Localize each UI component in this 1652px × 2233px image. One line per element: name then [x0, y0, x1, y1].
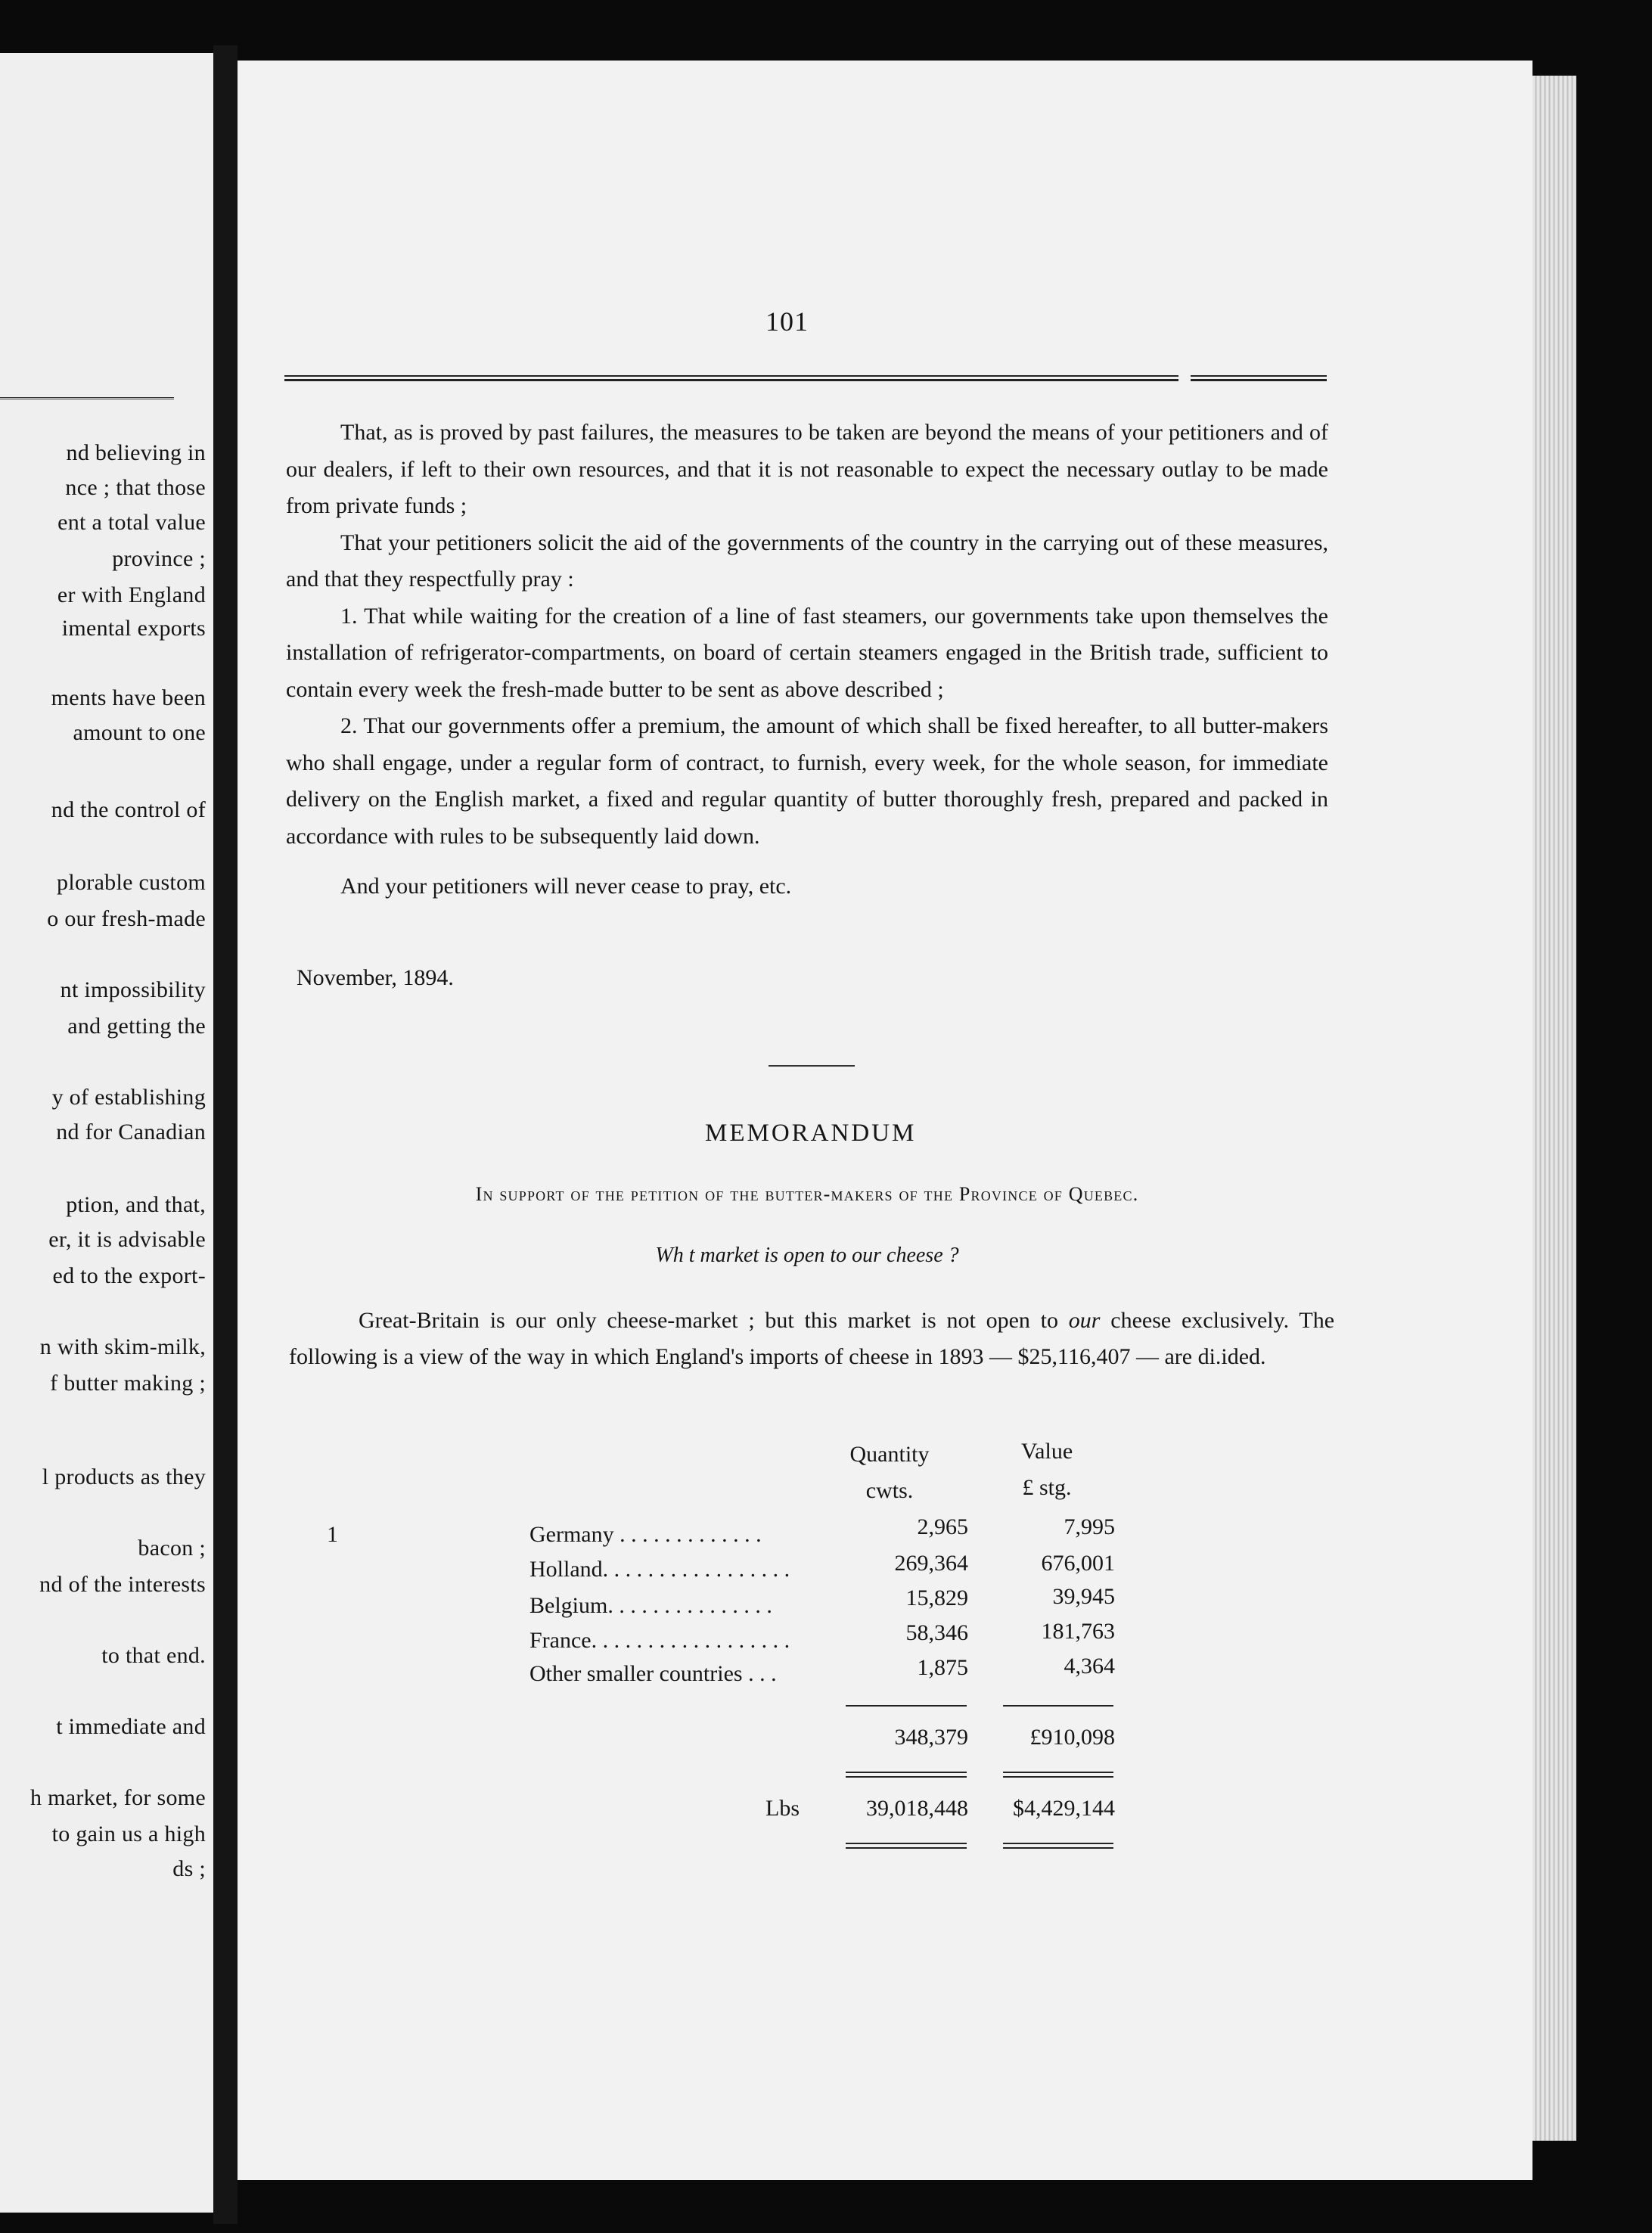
- value-unit: £ stg.: [1022, 1475, 1072, 1500]
- facing-page-line: ed to the export-: [52, 1263, 206, 1288]
- quantity-header: Quantity: [849, 1442, 930, 1467]
- table-row-quantity: 2,965: [917, 1514, 968, 1539]
- lbs-label: Lbs: [765, 1796, 800, 1821]
- subtotal-rule: [846, 1705, 967, 1707]
- lbs-quantity: 39,018,448: [866, 1796, 968, 1821]
- facing-page-line: er with England: [57, 582, 206, 607]
- header-rule: [284, 375, 1327, 383]
- table-row-quantity: 269,364: [894, 1551, 968, 1576]
- table-row-value: 181,763: [1041, 1619, 1115, 1644]
- facing-page-line: to gain us a high: [51, 1821, 206, 1846]
- total-rule: [1003, 1772, 1113, 1778]
- petition-paragraph: That your petitioners solicit the aid of the governments of the country in the carrying out of these measures, and that they respectfully pray :: [286, 530, 1328, 592]
- table-row-quantity: 1,875: [917, 1655, 968, 1680]
- table-row-country: Belgium. . . . . . . . . . . . . . .: [529, 1593, 772, 1618]
- table-row-quantity: 15,829: [905, 1585, 968, 1610]
- table-row-quantity: 58,346: [905, 1620, 968, 1645]
- memorandum-body-text: cheese exclusively. The following is a view of the way in which England's imports of cheese in 1893 — $25,116,407 — are di.ided.: [289, 1308, 1335, 1369]
- memorandum-body-text: Great-Britain is our only cheese-market ; but this market is not open to: [359, 1308, 1059, 1333]
- total-value: £910,098: [1029, 1725, 1115, 1750]
- subtotal-rule: [1003, 1705, 1113, 1707]
- lbs-rule: [846, 1843, 967, 1849]
- facing-page-line: f butter making ;: [50, 1371, 206, 1396]
- facing-page-line: province ;: [112, 546, 206, 571]
- petition-paragraph: That, as is proved by past failures, the measures to be taken are beyond the means of your petitioners and of our dealers, if left to their own resources, and that it is not reasonable to expect the necessary outlay to be made from private funds ;: [286, 420, 1328, 518]
- facing-page-line: and getting the: [67, 1014, 206, 1039]
- petition-date: November, 1894.: [297, 965, 454, 990]
- section-divider: [769, 1065, 855, 1067]
- table-row-value: 7,995: [1064, 1514, 1115, 1539]
- page-number: 101: [765, 306, 809, 337]
- facing-page-line: nce ; that those: [65, 475, 206, 500]
- facing-page-line: amount to one: [73, 720, 206, 745]
- facing-page-line: imental exports: [61, 616, 206, 641]
- facing-page-line: nt impossibility: [60, 977, 206, 1002]
- facing-page-line: bacon ;: [138, 1536, 206, 1561]
- facing-page-line: nd believing in: [66, 440, 206, 465]
- value-header: Value: [1020, 1439, 1073, 1464]
- petition-paragraph: 1. That while waiting for the creation of a line of fast steamers, our governments take upon themselves the installation of refrigerator-compartments, on board of certain steamers engaged in the British trade, sufficient to contain every week the fresh-made butter to be sent as above described ;: [286, 603, 1328, 702]
- facing-page-line: h market, for some: [30, 1785, 206, 1810]
- lbs-rule: [1003, 1843, 1113, 1849]
- facing-page-line: ent a total value: [57, 510, 206, 535]
- petition-paragraph: 2. That our governments offer a premium, the amount of which shall be fixed hereafter, to all butter-makers who shall engage, under a regular form of contract, to furnish, every week, for the whole season, for immediate delivery on the English market, a fixed and regular quantity of butter thoroughly fresh, prepared and packed in accordance with rules to be subsequently laid down.: [286, 713, 1328, 849]
- facing-page-line: l products as they: [42, 1464, 206, 1489]
- book-gutter: [213, 45, 238, 2224]
- table-row-value: 39,945: [1052, 1584, 1115, 1609]
- facing-page-line: y of establishing: [51, 1085, 206, 1110]
- facing-page-line: ds ;: [172, 1856, 206, 1881]
- facing-page-line: n with skim-milk,: [39, 1334, 206, 1359]
- table-row-country: France. . . . . . . . . . . . . . . . . .: [529, 1628, 790, 1653]
- table-row-value: 676,001: [1041, 1551, 1115, 1576]
- facing-page-line: to that end.: [101, 1643, 206, 1668]
- total-quantity: 348,379: [894, 1725, 968, 1750]
- margin-marker: 1: [327, 1522, 338, 1547]
- memorandum-question: Wh t market is open to our cheese ?: [655, 1244, 959, 1267]
- memorandum-body: [289, 1303, 1334, 1375]
- facing-page-line: nd of the interests: [39, 1572, 206, 1597]
- petition-paragraph: And your petitioners will never cease to pray, etc.: [340, 874, 792, 899]
- petition-text: [286, 415, 1328, 905]
- table-row-country: Other smaller countries . . .: [529, 1661, 777, 1686]
- table-row-country: Holland. . . . . . . . . . . . . . . . .: [529, 1557, 790, 1582]
- facing-page: [0, 53, 213, 2213]
- memorandum-subtitle: In support of the petition of the butter-makers of the Province of Quebec.: [475, 1183, 1139, 1205]
- facing-page-line: er, it is advisable: [48, 1227, 206, 1252]
- quantity-unit: cwts.: [865, 1478, 914, 1503]
- total-rule: [846, 1772, 967, 1778]
- memorandum-emphasis: our: [1068, 1308, 1101, 1333]
- table-row-country: Germany . . . . . . . . . . . . .: [529, 1522, 762, 1547]
- page-edge: [1532, 76, 1576, 2141]
- facing-page-line: nd the control of: [51, 797, 206, 822]
- facing-page-line: o our fresh-made: [47, 906, 206, 931]
- facing-page-line: ption, and that,: [66, 1192, 206, 1217]
- facing-page-line: plorable custom: [57, 870, 206, 895]
- facing-page-rule: [0, 397, 174, 399]
- facing-page-line: ments have been: [51, 685, 206, 710]
- table-row-value: 4,364: [1064, 1654, 1115, 1679]
- facing-page-line: nd for Canadian: [56, 1120, 206, 1144]
- memorandum-title: MEMORANDUM: [705, 1120, 917, 1147]
- facing-page-line: t immediate and: [56, 1714, 206, 1739]
- lbs-value: $4,429,144: [1013, 1796, 1115, 1821]
